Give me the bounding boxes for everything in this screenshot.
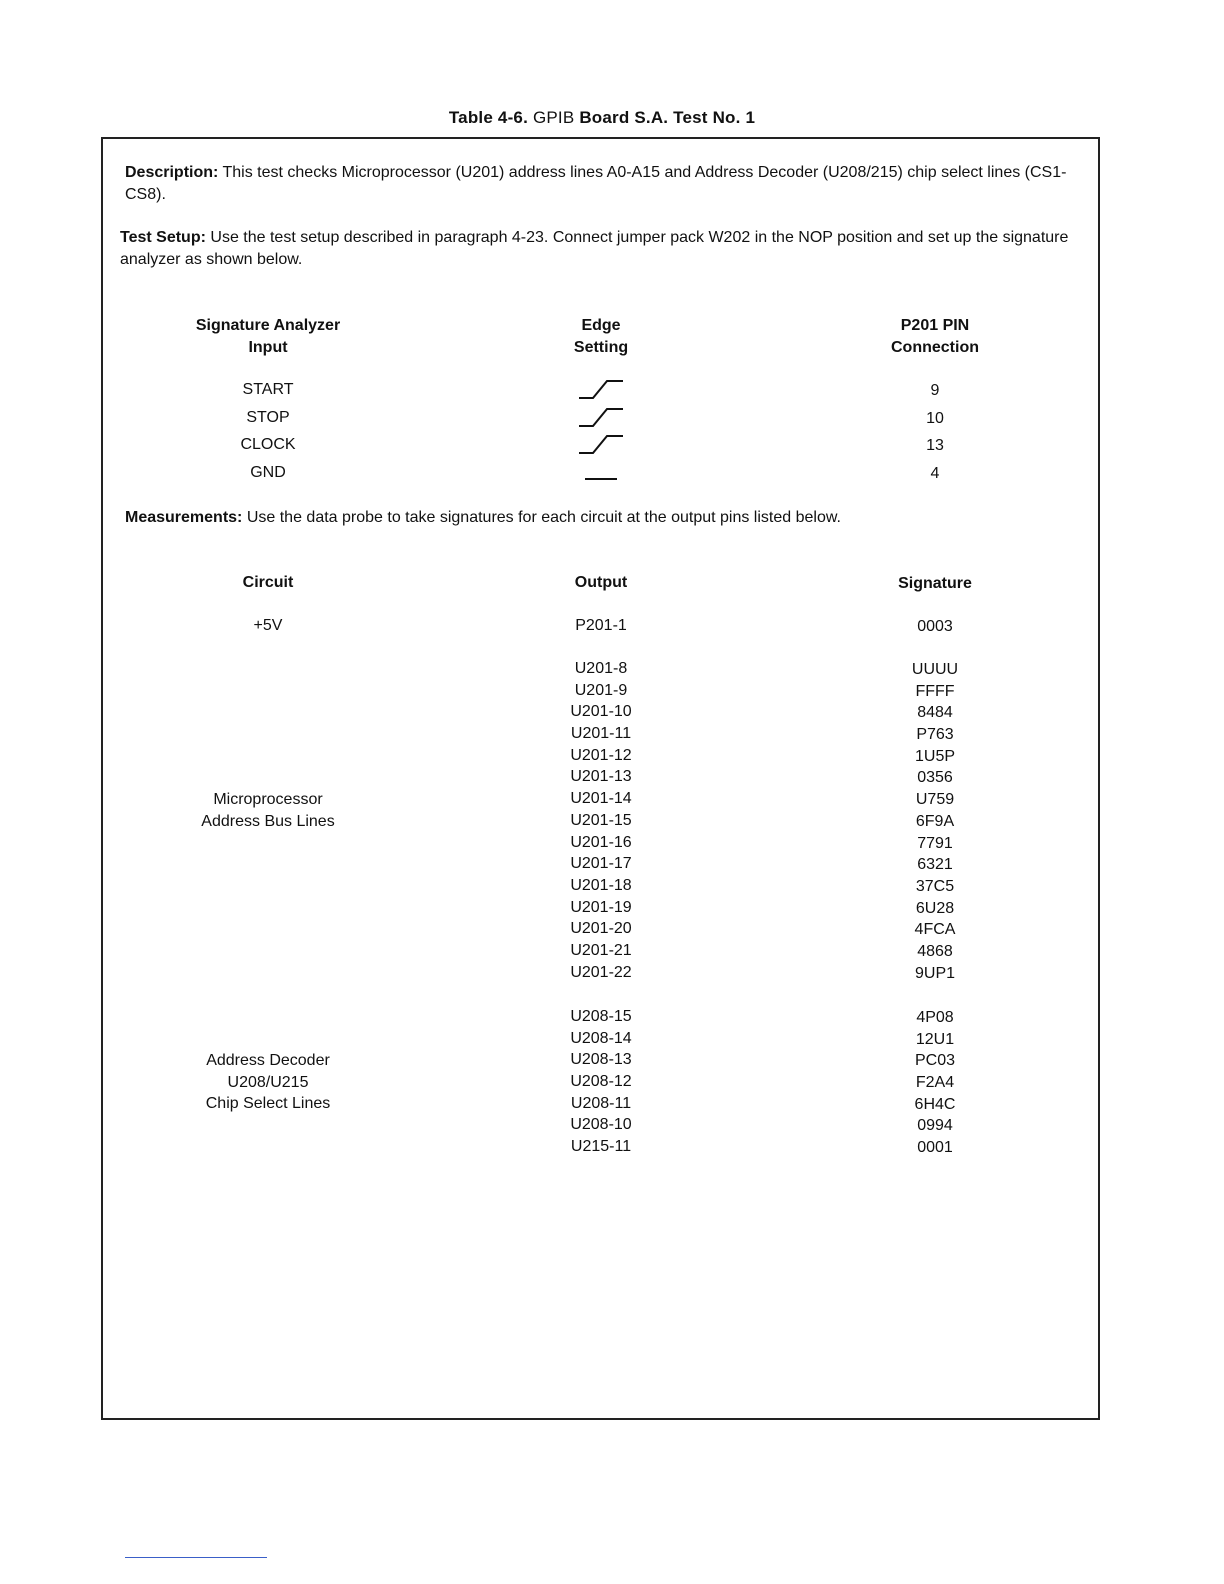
signature-cell: 1U5P — [914, 747, 956, 765]
signature-group-address-decoder — [835, 1007, 1035, 1159]
signature-group-microprocessor — [835, 659, 1035, 984]
signature-cell: 12U1 — [915, 1030, 955, 1048]
output-cell: U201-22 — [570, 963, 632, 981]
output-cell: U208-15 — [570, 1008, 632, 1025]
signature-cell: 0994 — [917, 1117, 953, 1135]
output-cell: U201-21 — [570, 941, 632, 959]
measurements-label: Measurements: — [125, 509, 243, 526]
output-group-5v — [501, 615, 701, 637]
header-line: Edge — [581, 317, 621, 334]
output-cell: U201-17 — [570, 855, 632, 873]
measurements-text: Use the data probe to take signatures for each circuit at the output pins listed below. — [246, 509, 841, 526]
description-label: Description: — [125, 164, 219, 181]
header-line: Connection — [891, 339, 979, 356]
output-group-address-decoder — [501, 1006, 701, 1158]
footer-rule — [125, 1557, 267, 1558]
signature-cell: FFFF — [915, 682, 955, 700]
circuit-label: Chip Select Lines — [205, 1095, 331, 1113]
analyzer-input-column — [168, 376, 368, 486]
output-cell: U201-10 — [570, 703, 632, 721]
ground-line-icon — [501, 459, 701, 487]
signature-cell: 7791 — [917, 834, 953, 852]
output-cell: U201-20 — [570, 920, 632, 938]
output-cell: U208-11 — [570, 1094, 632, 1112]
circuit-group-microprocessor — [168, 789, 368, 832]
header-line: Input — [248, 339, 288, 356]
analyzer-input: GND — [250, 463, 286, 481]
analyzer-pin: 13 — [926, 437, 944, 455]
circuit-group-5v — [168, 615, 368, 637]
analyzer-edge-header — [501, 315, 701, 359]
output-cell: P201-1 — [575, 617, 627, 634]
output-cell: U201-11 — [570, 725, 632, 743]
table-prefix: GPIB — [532, 108, 575, 127]
circuit-label: Address Decoder — [206, 1052, 330, 1069]
analyzer-edge-column — [501, 376, 701, 486]
output-header: Output — [574, 574, 628, 591]
signature-cell: 0001 — [917, 1139, 953, 1157]
rising-edge-icon — [501, 431, 701, 459]
description-paragraph — [125, 162, 1083, 206]
circuit-header: Circuit — [242, 574, 294, 591]
signature-cell: U759 — [915, 791, 955, 809]
output-cell: U201-18 — [570, 876, 632, 894]
signature-cell: 4868 — [917, 942, 953, 960]
analyzer-input: CLOCK — [240, 436, 296, 454]
signature-cell: 37C5 — [915, 877, 955, 895]
output-cell: U215-11 — [570, 1138, 632, 1156]
signature-cell: UUUU — [911, 661, 959, 678]
test-setup-text: Use the test setup described in paragraph 4-23. Connect jumper pack W202 in the NOP position and set up the signature analyzer as shown below. — [120, 229, 1069, 268]
output-cell: U201-16 — [570, 833, 632, 851]
output-cell: U201-8 — [574, 660, 628, 677]
analyzer-pin: 10 — [926, 409, 944, 427]
circuit-label: Microprocessor — [213, 791, 323, 808]
signature-cell: 6H4C — [914, 1095, 956, 1113]
test-setup-label: Test Setup: — [120, 229, 206, 246]
measurements-paragraph — [125, 507, 1087, 529]
circuit-label: U208/U215 — [227, 1073, 309, 1091]
signature-cell: PC03 — [914, 1052, 956, 1070]
signature-cell: 6321 — [917, 856, 953, 874]
signature-cell: 4P08 — [916, 1009, 954, 1026]
analyzer-pin-header — [835, 315, 1035, 359]
output-cell: U201-14 — [570, 790, 632, 808]
signature-cell: 6U28 — [915, 899, 955, 917]
output-cell: U201-13 — [570, 768, 632, 786]
rising-edge-icon — [501, 404, 701, 432]
analyzer-input: STOP — [246, 408, 290, 426]
rising-edge-icon — [501, 376, 701, 404]
output-cell: U201-19 — [570, 898, 632, 916]
output-cell: U201-15 — [570, 811, 632, 829]
analyzer-input-header — [168, 315, 368, 359]
signature-cell: P763 — [916, 726, 954, 744]
output-cell: U201-9 — [574, 681, 628, 699]
signature-header: Signature — [898, 575, 972, 592]
header-line: P201 PIN — [900, 317, 970, 334]
circuit-label: +5V — [253, 617, 283, 634]
analyzer-input: START — [242, 381, 294, 398]
signature-cell: F2A4 — [915, 1074, 955, 1092]
signature-cell: 6F9A — [915, 812, 955, 830]
header-line: Setting — [573, 339, 629, 356]
signature-cell: 8484 — [917, 704, 953, 722]
circuit-label: Address Bus Lines — [201, 812, 335, 830]
output-cell: U208-12 — [570, 1073, 632, 1091]
output-cell: U208-13 — [570, 1051, 632, 1069]
header-line: Signature Analyzer — [195, 317, 341, 334]
analyzer-pin: 9 — [930, 382, 940, 399]
output-cell: U201-12 — [570, 746, 632, 764]
signature-cell: 9UP1 — [914, 964, 956, 982]
output-cell: U208-14 — [570, 1029, 632, 1047]
circuit-group-address-decoder — [168, 1050, 368, 1115]
analyzer-pin-column — [835, 377, 1035, 487]
signature-cell: 0356 — [917, 769, 953, 787]
signature-cell: 4FCA — [914, 921, 956, 939]
analyzer-pin: 4 — [930, 464, 940, 482]
table-name: Board S.A. Test No. 1 — [579, 108, 756, 127]
signature-cell: 0003 — [917, 618, 953, 635]
description-text: This test checks Microprocessor (U201) address lines A0-A15 and Address Decoder (U208/215) chip select lines (CS1-CS8). — [125, 164, 1067, 203]
output-group-microprocessor — [501, 658, 701, 983]
table-title — [0, 108, 1204, 128]
test-setup-paragraph — [120, 227, 1082, 271]
output-cell: U208-10 — [570, 1116, 632, 1134]
table-number: Table 4-6. — [448, 108, 529, 127]
signature-group-5v — [835, 616, 1035, 638]
